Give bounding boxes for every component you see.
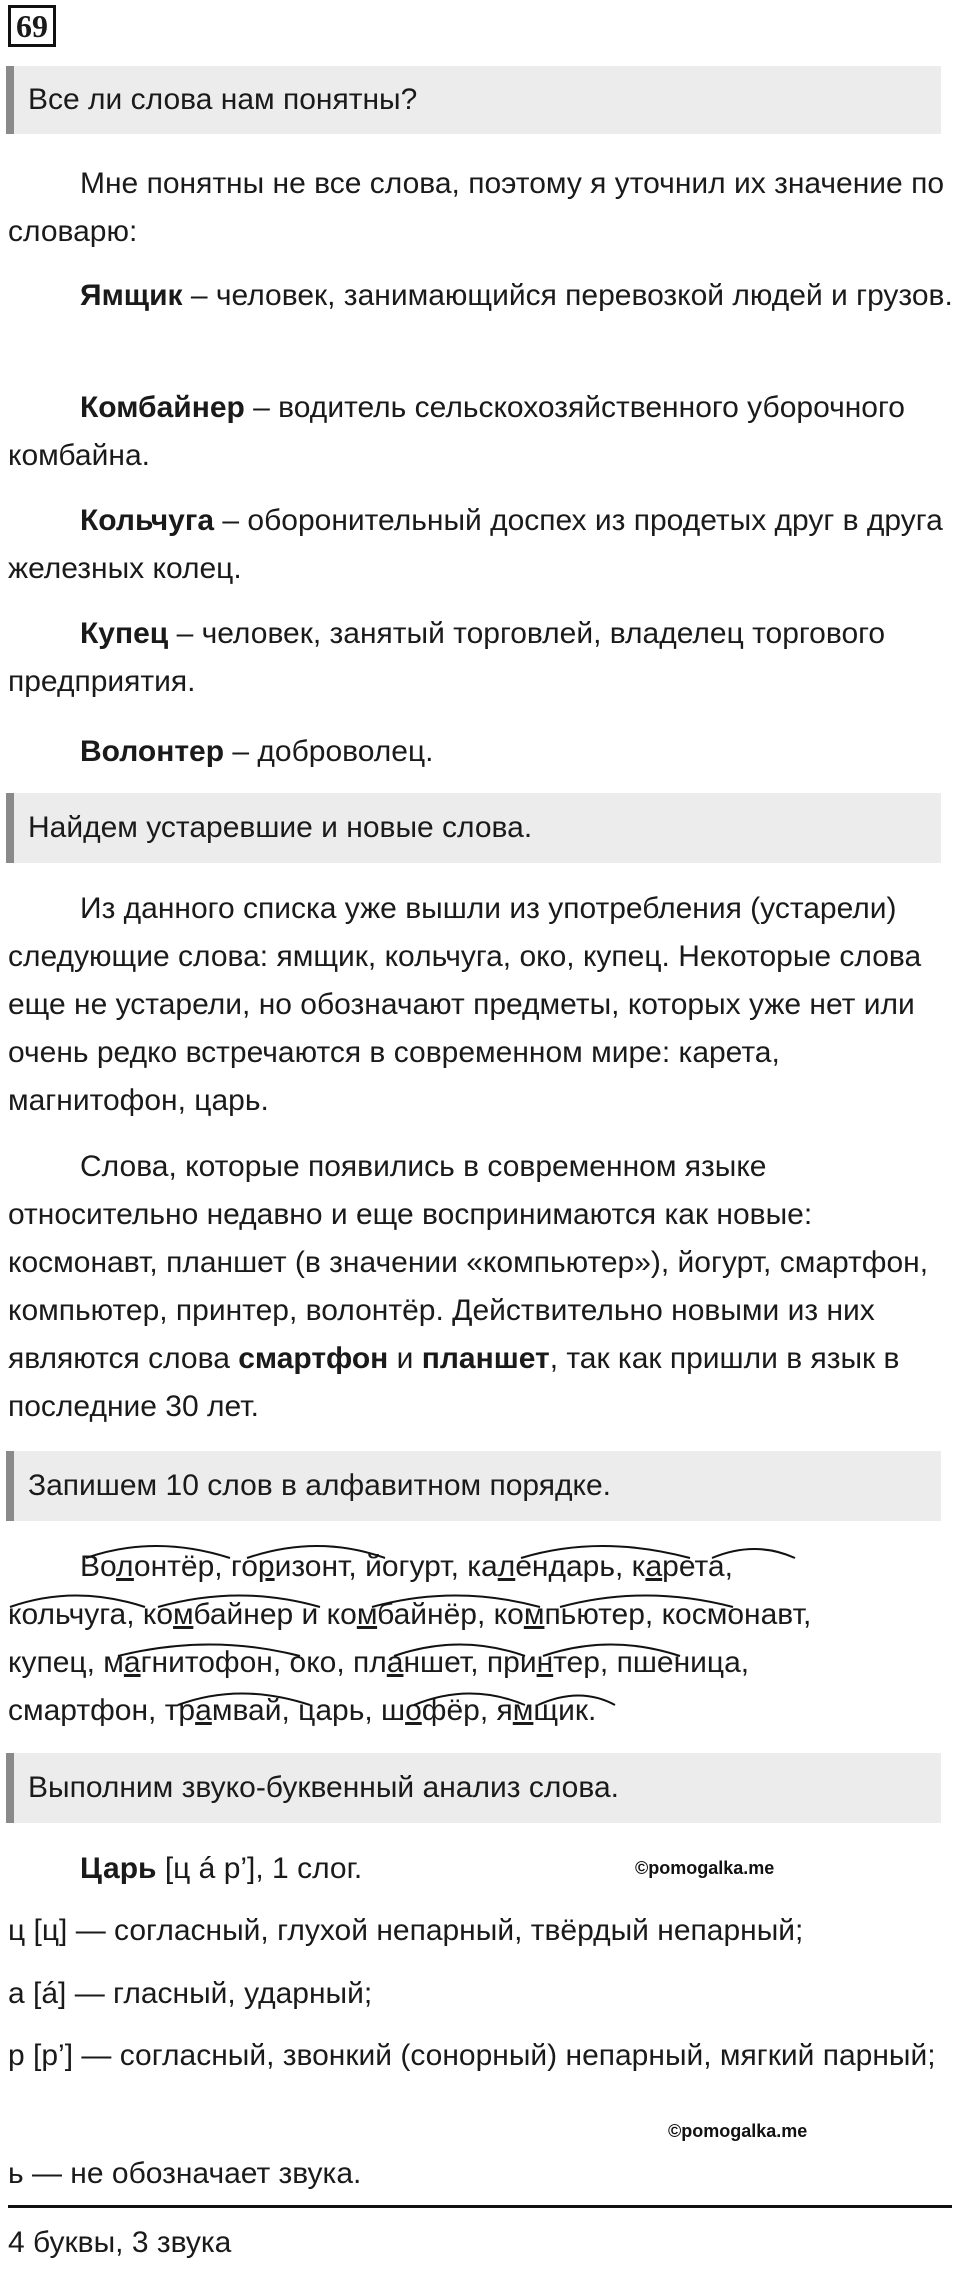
underlined-letter: а — [645, 1550, 663, 1583]
section-heading-3-text: Запишем 10 слов в алфавитном порядке. — [28, 1469, 612, 1502]
word-part: рета, — [662, 1550, 733, 1583]
word-part: мвай, царь, — [211, 1694, 382, 1727]
summary-text: 4 буквы, 3 звука — [8, 2226, 232, 2259]
text: , так как пришли в язык в последние 30 лет. — [8, 1342, 900, 1423]
section-heading-1-text: Все ли слова нам понятны? — [28, 83, 418, 116]
word-part: купец, — [8, 1646, 104, 1679]
underlined-letter: м — [173, 1598, 194, 1631]
word-part: к — [631, 1550, 646, 1583]
watermark: ©pomogalka.me — [635, 1858, 775, 1878]
section-heading-2 — [6, 793, 941, 863]
word-part: м — [103, 1646, 124, 1679]
underlined-letter: м — [512, 1694, 534, 1727]
word-part: пл — [353, 1646, 387, 1679]
summary — [8, 2219, 953, 2267]
definition-text: – доброволец. — [224, 735, 434, 768]
underlined-letter: а — [195, 1694, 212, 1727]
word-part: ншет, — [403, 1646, 487, 1679]
term: Кольчуга — [80, 504, 215, 537]
term: Волонтер — [80, 735, 225, 768]
underlined-letter: а — [123, 1646, 141, 1679]
term: Ямщик — [80, 279, 183, 312]
underlined-letter: л — [497, 1550, 516, 1583]
underlined-letter: о — [405, 1694, 422, 1727]
bold-word: планшет — [421, 1342, 550, 1375]
definition-3 — [8, 497, 953, 593]
analysis-line-text: р [р’] — согласный, звонкий (сонорный) непарный, мягкий парный; — [8, 2039, 936, 2072]
list-line-2 — [8, 1591, 953, 1639]
word-part: изонт, йогурт, — [274, 1550, 468, 1583]
word-part: байнер и — [193, 1598, 327, 1631]
word-part: смартфон, — [8, 1694, 165, 1727]
underlined-letter: л — [116, 1550, 134, 1583]
underlined-letter: м — [523, 1598, 545, 1631]
analysis-line-3 — [8, 2032, 953, 2080]
alphabetical-list — [8, 1543, 953, 1735]
analyzed-word: Царь — [80, 1852, 157, 1885]
definition-2 — [8, 384, 953, 480]
paragraph-new-words — [8, 1143, 953, 1431]
word-part: фёр, — [421, 1694, 497, 1727]
word-part: при — [486, 1646, 537, 1679]
analysis-line-2 — [8, 1970, 953, 2018]
term: Комбайнер — [80, 391, 245, 424]
definition-text: – человек, занятый торговлей, владелец торгового предприятия. — [8, 617, 886, 698]
intro-text: Мне понятны не все слова, поэтому я уточнил их значение по словарю: — [8, 167, 945, 248]
underlined-letter: н — [536, 1646, 554, 1679]
analysis-line-text: ь — не обозначает звука. — [8, 2157, 362, 2190]
section-heading-4-text: Выполним звуко-буквенный анализ слова. — [28, 1771, 619, 1804]
word-part: гнитофон, око, — [140, 1646, 354, 1679]
word-part: байнёр, — [377, 1598, 494, 1631]
analysis-line-text: а [á] — гласный, ударный; — [8, 1977, 373, 2010]
definition-text: – водитель сельскохозяйственного уборочного комбайна. — [8, 391, 905, 472]
definition-4 — [8, 610, 953, 706]
word-part: тер, пшеница, — [553, 1646, 750, 1679]
bold-word: смартфон — [238, 1342, 389, 1375]
analysis-line-4 — [8, 2150, 953, 2198]
paragraph-obsolete-text: Из данного списка уже вышли из употребления (устарели) следующие слова: ямщик, кольчуга, око, купец. Некоторые слова еще не устарели, но обозначают предметы, которых уже нет или очень редко встречаются в современном мире: карета, магнитофон, царь. — [8, 892, 922, 1117]
word-part: кольчуга, — [8, 1598, 143, 1631]
word-part: щик. — [533, 1694, 597, 1727]
definition-1 — [8, 272, 953, 320]
underlined-letter: а — [386, 1646, 404, 1679]
section-heading-1 — [6, 66, 941, 134]
word-part: пьютер, космонавт, — [544, 1598, 812, 1631]
definition-text: – человек, занимающийся перевозкой людей и грузов. — [182, 279, 953, 312]
analysis-line-1 — [8, 1907, 953, 1955]
word-part: тр — [164, 1694, 196, 1727]
definition-text: – оборонительный доспех из продетых друг в друга железных колец. — [8, 504, 943, 585]
word-part: ко — [493, 1598, 524, 1631]
watermark: ©pomogalka.me — [668, 2121, 808, 2141]
analysis-line-text: ц [ц] — согласный, глухой непарный, твёрдый непарный; — [8, 1914, 804, 1947]
intro-paragraph — [8, 160, 953, 256]
text: и — [388, 1342, 422, 1375]
underlined-letter: м — [356, 1598, 378, 1631]
word-part: онтёр, — [133, 1550, 231, 1583]
section-heading-4 — [6, 1753, 941, 1823]
section-heading-3 — [6, 1451, 941, 1521]
list-line-3 — [8, 1639, 953, 1687]
paragraph-obsolete — [8, 885, 953, 1125]
word-part: ко — [326, 1598, 357, 1631]
word-part: я — [496, 1694, 513, 1727]
section-heading-2-text: Найдем устаревшие и новые слова. — [28, 811, 533, 844]
task-number: 69 — [8, 5, 56, 47]
definition-5 — [8, 728, 953, 776]
word-part: го — [230, 1550, 258, 1583]
word-part: Во — [80, 1550, 117, 1583]
underlined-letter: р — [257, 1550, 275, 1583]
list-line-1 — [8, 1543, 953, 1591]
word-part: ендарь, — [515, 1550, 632, 1583]
word-part: ко — [142, 1598, 174, 1631]
word-part: ка — [467, 1550, 498, 1583]
transcription: [ц á р’], 1 слог. — [156, 1852, 363, 1885]
text: Слова, которые появились в современном языке относительно недавно и еще воспринимаются как новые: космонавт, планшет (в значении «компьютер»), йогурт, смартфон, компьютер, принтер, волонтёр. Действительно новыми из них являются слова — [8, 1150, 929, 1375]
divider — [8, 2205, 952, 2208]
term: Купец — [80, 617, 169, 650]
list-line-4 — [8, 1687, 953, 1735]
word-part: ш — [381, 1694, 406, 1727]
analysis-title — [8, 1845, 953, 1893]
